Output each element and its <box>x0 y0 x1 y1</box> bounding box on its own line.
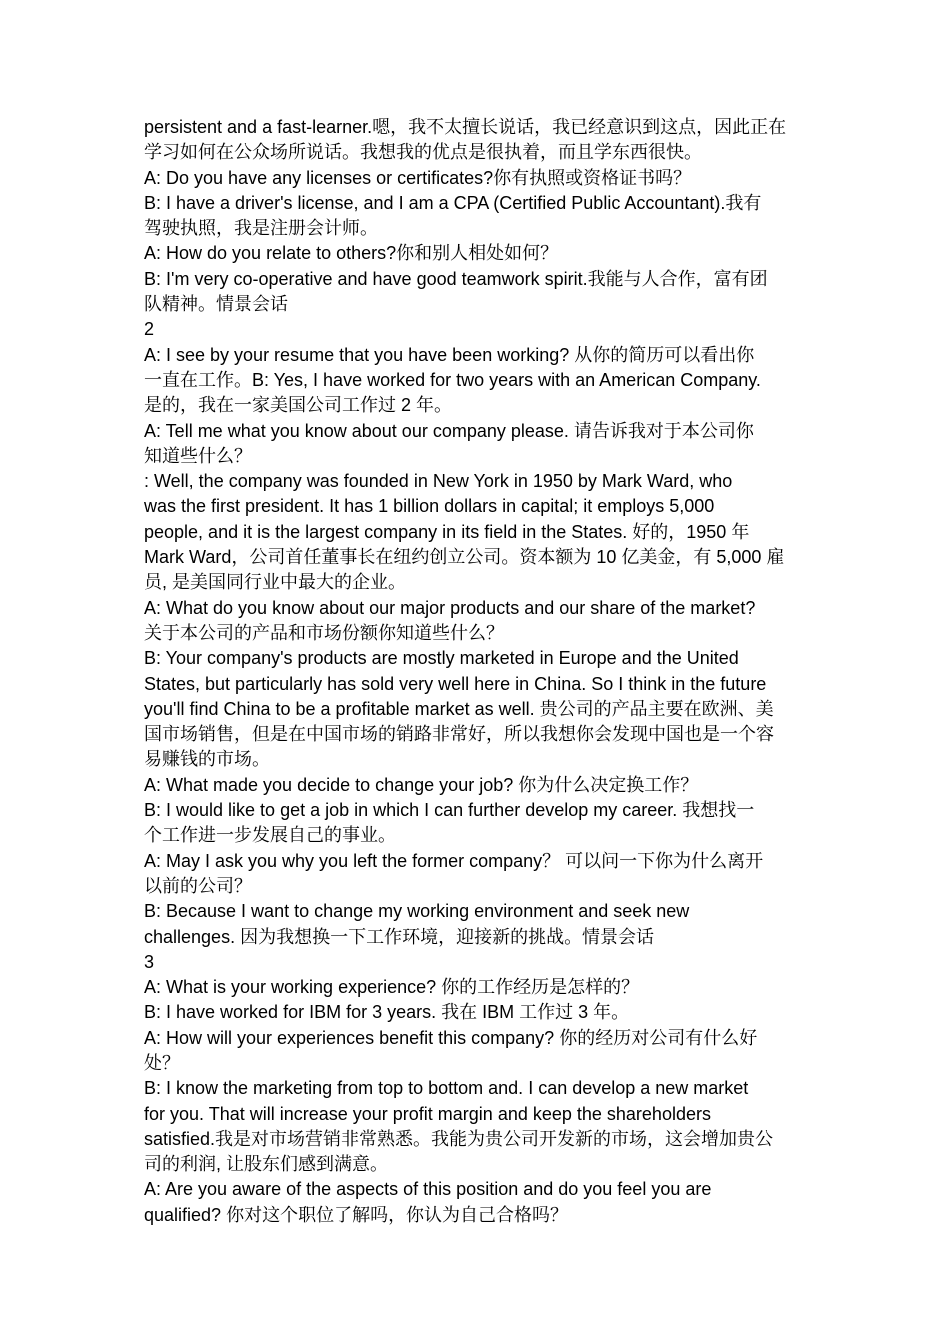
text-line: A: What is your working experience? 你的工作经历是怎样的？ <box>144 977 640 998</box>
text-line: was the first president. It has 1 billion dollars in capital; it employs 5,000 <box>144 496 715 517</box>
text-line: 驾驶执照，我是注册会计师。 <box>144 218 378 239</box>
text-line: 员, 是美国同行业中最大的企业。 <box>144 572 407 593</box>
section-number: 3 <box>144 951 155 972</box>
text-line: States, but particularly has sold very well here in China. So I think in the future <box>144 673 767 694</box>
section-number: 2 <box>144 319 155 340</box>
text-line: A: How will your experiences benefit this company? 你的经历对公司有什么好 <box>144 1027 758 1048</box>
text-line: A: Tell me what you know about our company please. 请告诉我对于本公司你 <box>144 420 754 441</box>
text-line: 司的利润, 让股东们感到满意。 <box>144 1154 389 1175</box>
text-line: people, and it is the largest company in its field in the States. 好的，1950 年 <box>144 521 750 542</box>
text-line: B: I'm very co-operative and have good teamwork spirit.我能与人合作，富有团 <box>144 268 768 289</box>
text-line: : Well, the company was founded in New York in 1950 by Mark Ward, who <box>144 471 733 492</box>
text-line: B: I have a driver's license, and I am a CPA (Certified Public Accountant).我有 <box>144 192 762 213</box>
text-line: A: I see by your resume that you have been working? 从你的简历可以看出你 <box>144 344 755 365</box>
text-line: A: How do you relate to others?你和别人相处如何？ <box>144 243 559 264</box>
text-line: 关于本公司的产品和市场份额你知道些什么？ <box>144 622 504 643</box>
text-line: 一直在工作。B: Yes, I have worked for two years with an American Company. <box>144 369 761 390</box>
text-line: A: Are you aware of the aspects of this position and do you feel you are <box>144 1179 712 1200</box>
text-line: B: I would like to get a job in which I can further develop my career. 我想找一 <box>144 800 755 821</box>
text-line: satisfied.我是对市场营销非常熟悉。我能为贵公司开发新的市场，这会增加贵公 <box>144 1128 774 1149</box>
text-line: challenges. 因为我想换一下工作环境，迎接新的挑战。情景会话 <box>144 926 655 947</box>
text-line: you'll find China to be a profitable market as well. 贵公司的产品主要在欧洲、美 <box>144 698 774 719</box>
text-line: B: Your company's products are mostly marketed in Europe and the United <box>144 648 739 669</box>
text-line: B: I know the marketing from top to bottom and. I can develop a new market <box>144 1078 749 1099</box>
text-line: 以前的公司？ <box>144 875 252 896</box>
text-line: 是的，我在一家美国公司工作过 2 年。 <box>144 395 453 416</box>
text-line: 易赚钱的市场。 <box>144 749 270 770</box>
text-line: B: Because I want to change my working environment and seek new <box>144 901 690 922</box>
text-line: A: What do you know about our major products and our share of the market? <box>144 597 756 618</box>
text-line: B: I have worked for IBM for 3 years. 我在 IBM 工作过 3 年。 <box>144 1002 630 1023</box>
text-line: 处？ <box>144 1052 180 1073</box>
text-line: 队精神。情景会话 <box>144 294 288 315</box>
text-line: for you. That will increase your profit margin and keep the shareholders <box>144 1103 711 1124</box>
text-line: A: What made you decide to change your job? 你为什么决定换工作？ <box>144 774 699 795</box>
text-line: persistent and a fast-learner.嗯，我不太擅长说话，我已经意识到这点，因此正在 <box>144 117 787 137</box>
text-line: A: May I ask you why you left the former company？ 可以问一下你为什么离开 <box>144 850 764 871</box>
text-line: Mark Ward，公司首任董事长在纽约创立公司。资本额为 10 亿美金，有 5,000 雇 <box>144 547 785 568</box>
text-line: 知道些什么？ <box>144 445 252 466</box>
text-line: qualified? 你对这个职位了解吗，你认为自己合格吗？ <box>144 1204 569 1225</box>
text-line: 学习如何在公众场所说话。我想我的优点是很执着，而且学东西很快。 <box>144 142 702 163</box>
text-line: 国市场销售，但是在中国市场的销路非常好，所以我想你会发现中国也是一个容 <box>144 724 774 745</box>
document-page <box>144 115 808 1228</box>
text-line: A: Do you have any licenses or certificates?你有执照或资格证书吗？ <box>144 167 692 188</box>
text-line: 个工作进一步发展自己的事业。 <box>144 825 396 846</box>
